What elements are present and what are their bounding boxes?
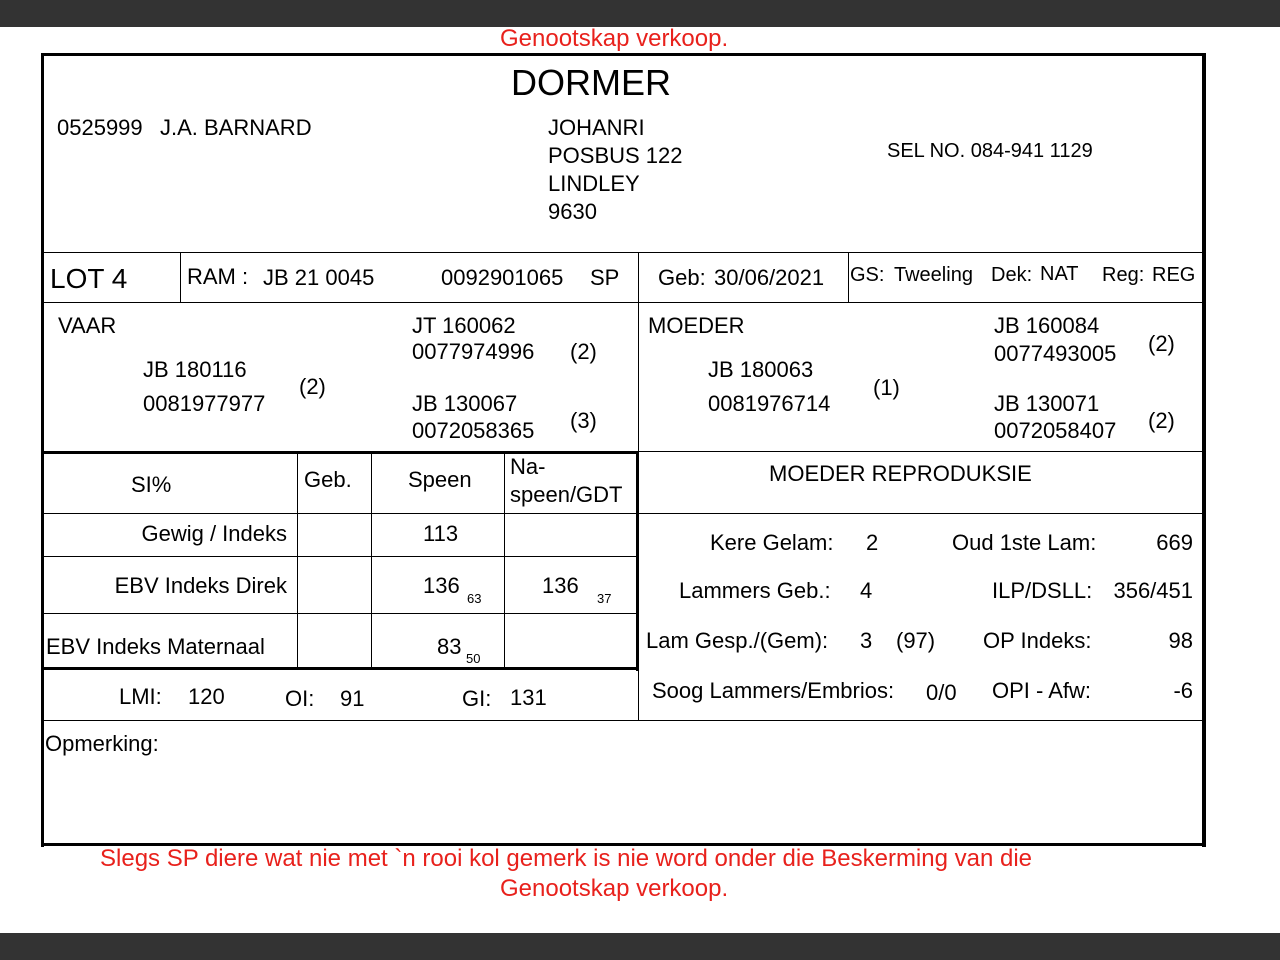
dam-sire-count: (2) <box>1148 331 1175 356</box>
sire-dam-number: 0072058365 <box>412 418 535 443</box>
dam-number: 0081976714 <box>708 391 831 416</box>
dam-dam-number: 0072058407 <box>994 418 1117 443</box>
row-direk-label: EBV Indeks Direk <box>114 573 287 598</box>
sire-count: (2) <box>299 374 326 399</box>
reg-value: REG <box>1152 264 1196 286</box>
frame-left <box>41 53 44 847</box>
divider-summary-bottom <box>44 720 1202 721</box>
divider-lot-3 <box>848 252 849 302</box>
opi-value: -6 <box>1173 678 1193 703</box>
soog-value: 0/0 <box>926 680 957 705</box>
si-col-2 <box>371 454 372 667</box>
divider-header <box>44 252 1202 253</box>
si-row-1 <box>44 513 1202 514</box>
geb-header: Geb. <box>304 467 352 492</box>
lam-label: Lam Gesp./(Gem): <box>646 628 829 653</box>
divider-pedigree-mid <box>638 302 639 452</box>
lammers-label: Lammers Geb.: <box>679 578 831 603</box>
sire-dam-count: (3) <box>570 408 597 433</box>
dam-sire-number: 0077493005 <box>994 341 1117 366</box>
dek-value: NAT <box>1040 263 1079 285</box>
ram-status: SP <box>590 265 620 290</box>
footer-notice-line-2: Genootskap verkoop. <box>500 875 729 902</box>
dam-id: JB 180063 <box>708 357 814 382</box>
row-direk-naspeen: 136 <box>542 573 579 598</box>
lmi-value: 120 <box>188 684 225 709</box>
sire-sire-count: (2) <box>570 339 597 364</box>
gs-label: GS: <box>850 264 885 286</box>
footer-notice-line-1: Slegs SP diere wat nie met `n rooi kol gemerk is nie word onder die Beskerming van die <box>100 845 1033 872</box>
row-gewig-speen: 113 <box>423 521 459 546</box>
sire-sire-id: JT 160062 <box>412 313 516 338</box>
si-col-1 <box>297 454 298 667</box>
gs-value: Tweeling <box>894 264 973 286</box>
oud-value: 669 <box>1156 530 1193 555</box>
sire-id: JB 180116 <box>143 357 247 382</box>
ram-label: RAM : <box>187 264 249 289</box>
bottom-bar <box>0 933 1280 960</box>
row-direk-naspeen-accuracy: 37 <box>597 591 612 606</box>
born-date: 30/06/2021 <box>714 265 825 290</box>
repro-title: MOEDER REPRODUKSIE <box>769 461 1032 486</box>
oud-label: Oud 1ste Lam: <box>952 530 1097 555</box>
opi-label: OPI - Afw: <box>992 678 1092 703</box>
top-bar <box>0 0 1280 27</box>
lmi-label: LMI: <box>119 684 162 709</box>
reg-label: Reg: <box>1102 264 1145 286</box>
sire-label: VAAR <box>58 313 117 338</box>
naspeen-header-1: Na- <box>510 454 546 479</box>
kere-label: Kere Gelam: <box>710 530 834 555</box>
oi-value: 91 <box>340 686 365 711</box>
lam-gem: (97) <box>896 628 936 653</box>
dam-sire-id: JB 160084 <box>994 313 1100 338</box>
lot-number: LOT 4 <box>50 263 128 294</box>
row-direk-speen: 136 <box>423 573 460 598</box>
row-maternaal-label: EBV Indeks Maternaal <box>46 634 265 659</box>
breeder-code: 0525999 <box>57 115 143 140</box>
born-label: Geb: <box>658 265 706 290</box>
dek-label: Dek: <box>991 264 1033 286</box>
speen-header: Speen <box>408 467 472 492</box>
op-label: OP Indeks: <box>983 628 1092 653</box>
address-line-1: POSBUS 122 <box>548 143 683 168</box>
oi-label: OI: <box>285 686 315 711</box>
si-header: SI% <box>131 472 172 497</box>
gi-value: 131 <box>510 685 547 710</box>
row-maternaal-speen-accuracy: 50 <box>466 651 481 666</box>
divider-repro-left <box>638 451 639 721</box>
ilp-label: ILP/DSLL: <box>992 578 1093 603</box>
frame-right <box>1202 53 1206 847</box>
row-gewig-label: Gewig / Indeks <box>141 521 287 546</box>
naspeen-header-2: speen/GDT <box>510 482 623 507</box>
soog-label: Soog Lammers/Embrios: <box>652 678 895 703</box>
si-row-2 <box>44 556 636 557</box>
divider-lot-1 <box>180 252 181 302</box>
ram-reg-number: 0092901065 <box>441 265 564 290</box>
si-box-top <box>41 451 639 454</box>
farm-name: JOHANRI <box>548 115 645 140</box>
divider-pedigree-bottom <box>638 451 1202 452</box>
breeder-name: J.A. BARNARD <box>160 115 312 140</box>
lammers-value: 4 <box>860 578 873 603</box>
top-notice: Genootskap verkoop. <box>500 25 729 52</box>
divider-lot <box>44 302 1202 303</box>
si-box-bottom <box>41 667 639 670</box>
op-value: 98 <box>1168 628 1193 653</box>
sire-number: 0081977977 <box>143 391 266 416</box>
postcode: 9630 <box>548 199 597 224</box>
frame-top <box>41 53 1205 56</box>
breed-title: DORMER <box>511 62 671 103</box>
dam-dam-count: (2) <box>1148 408 1175 433</box>
si-row-3 <box>44 613 636 614</box>
dam-label: MOEDER <box>648 313 745 338</box>
remarks-label: Opmerking: <box>45 731 159 756</box>
row-direk-speen-accuracy: 63 <box>467 591 482 606</box>
si-col-3 <box>504 454 505 667</box>
dam-dam-id: JB 130071 <box>994 391 1100 416</box>
address-line-2: LINDLEY <box>548 171 640 196</box>
ram-id: JB 21 0045 <box>263 265 375 290</box>
divider-lot-2 <box>638 252 639 302</box>
sire-sire-number: 0077974996 <box>412 339 535 364</box>
sire-dam-id: JB 130067 <box>412 391 518 416</box>
dam-count: (1) <box>873 375 900 400</box>
kere-value: 2 <box>866 530 879 555</box>
lam-value: 3 <box>860 628 873 653</box>
gi-label: GI: <box>462 686 492 711</box>
row-maternaal-speen: 83 <box>437 634 462 659</box>
ilp-value: 356/451 <box>1113 578 1193 603</box>
phone-number: SEL NO. 084-941 1129 <box>887 140 1093 162</box>
